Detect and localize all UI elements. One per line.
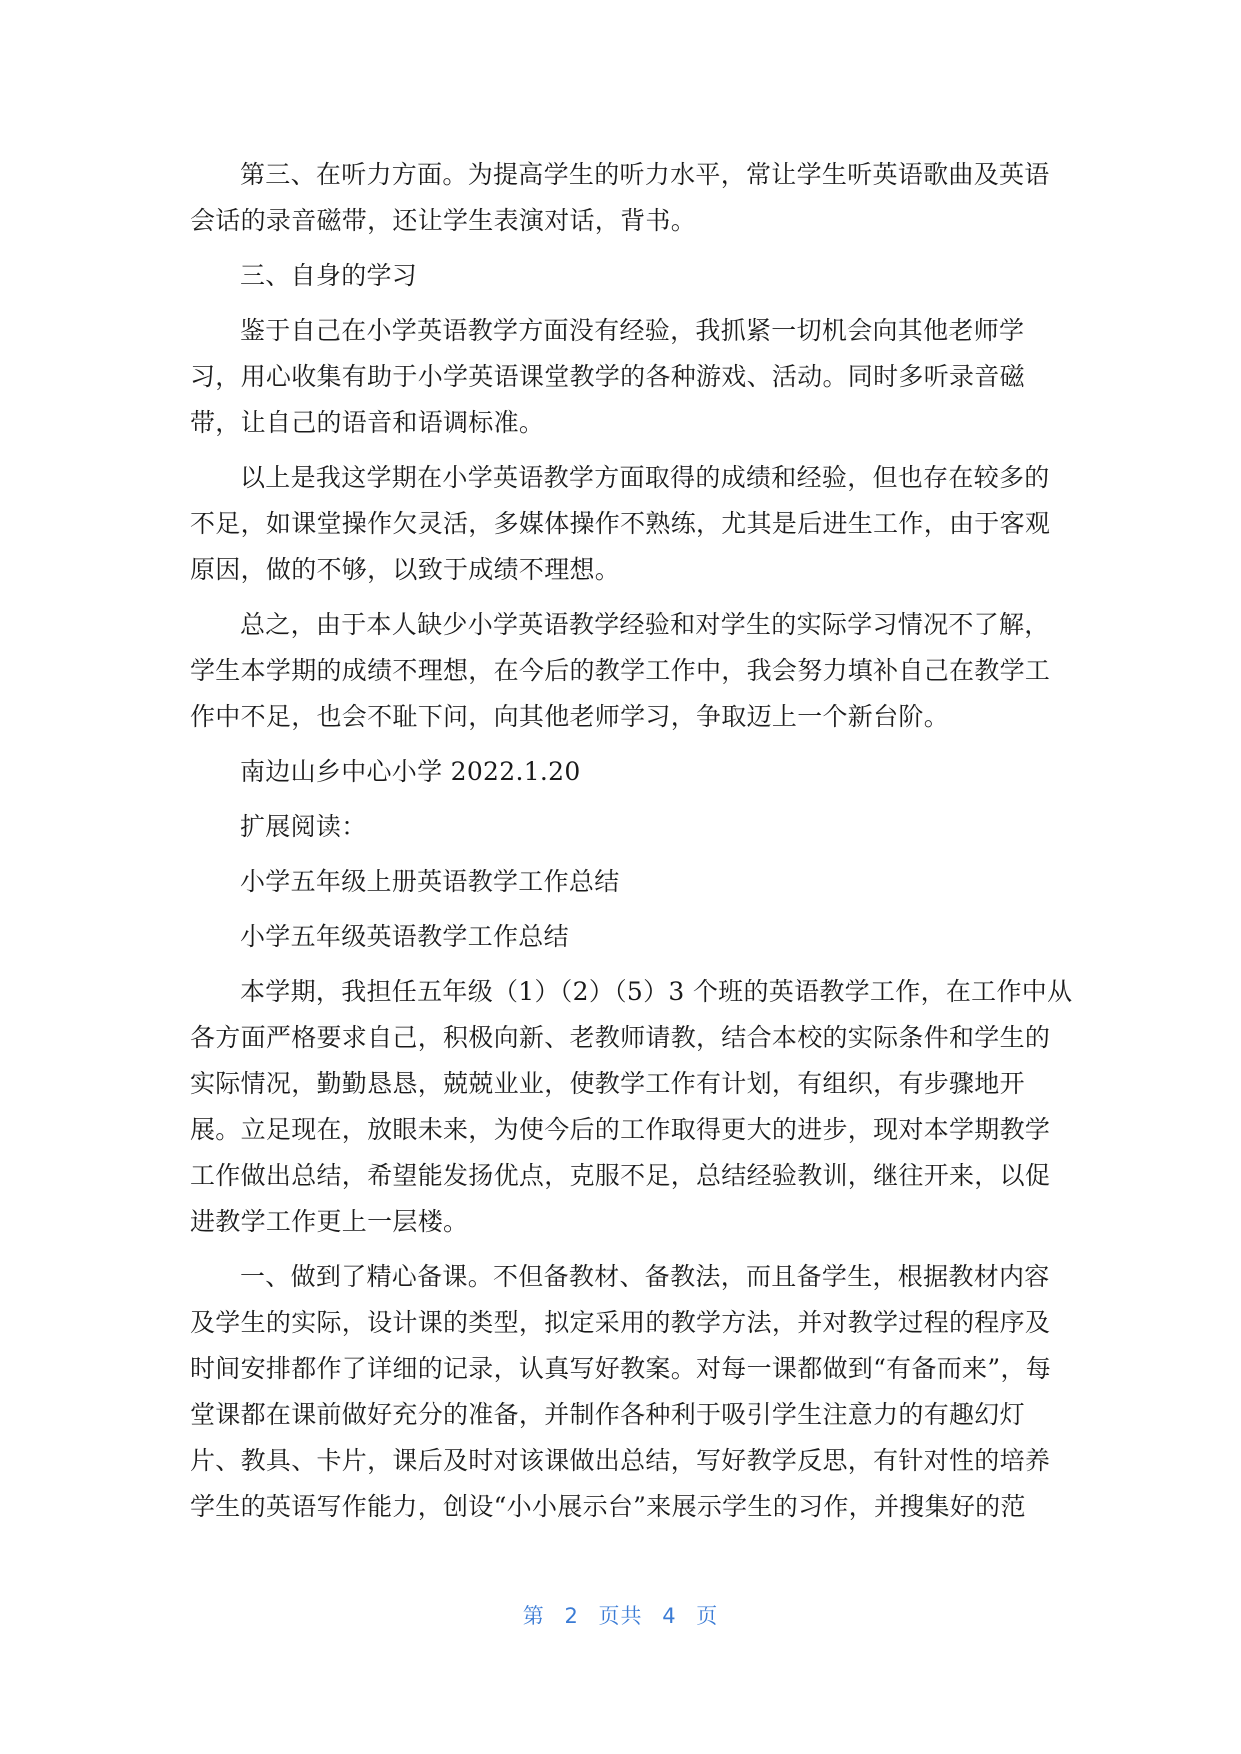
text-line: 小学五年级上册英语教学工作总结 <box>240 867 620 896</box>
text-line: 南边山乡中心小学 2022.1.20 <box>240 757 581 786</box>
article-title <box>190 859 1056 905</box>
text-line: 三、自身的学习 <box>240 261 418 290</box>
signature-line <box>190 749 1056 795</box>
document-body <box>190 152 1073 1530</box>
text-line: 不足，如课堂操作欠灵活，多媒体操作不熟练，尤其是后进生工作，由于客观 <box>190 509 1051 538</box>
text-line: 本学期，我担任五年级（1）（2）（5）3 个班的英语教学工作，在工作中从 <box>240 977 1073 1006</box>
footer-current-page: 2 <box>564 1604 579 1628</box>
footer-middle: 页共 <box>598 1604 643 1628</box>
paragraph-semester-intro <box>190 969 1073 1245</box>
text-line: 以上是我这学期在小学英语教学方面取得的成绩和经验，但也存在较多的 <box>240 463 1050 492</box>
section-heading-self-study <box>190 253 1056 299</box>
text-line: 片、教具、卡片，课后及时对该课做出总结，写好教学反思，有针对性的培养 <box>190 1446 1051 1475</box>
text-line: 展。立足现在，放眼未来，为使今后的工作取得更大的进步，现对本学期教学 <box>190 1115 1051 1144</box>
text-line: 小学五年级英语教学工作总结 <box>240 922 569 951</box>
text-line: 学生的英语写作能力，创设“小小展示台”来展示学生的习作，并搜集好的范 <box>190 1492 1026 1521</box>
footer-suffix: 页 <box>696 1604 719 1628</box>
paragraph-conclusion <box>190 602 1056 740</box>
text-line: 工作做出总结，希望能发扬优点，克服不足，总结经验教训，继往开来，以促 <box>190 1161 1051 1190</box>
text-line: 实际情况，勤勤恳恳，兢兢业业，使教学工作有计划，有组织，有步骤地开 <box>190 1069 1025 1098</box>
paragraph-self-study <box>190 308 1056 446</box>
text-line: 总之，由于本人缺少小学英语教学经验和对学生的实际学习情况不了解， <box>240 610 1050 639</box>
text-line: 会话的录音磁带，还让学生表演对话，背书。 <box>190 206 697 235</box>
text-line: 作中不足，也会不耻下问，向其他老师学习，争取迈上一个新台阶。 <box>190 702 950 731</box>
text-line: 各方面严格要求自己，积极向新、老教师请教，结合本校的实际条件和学生的 <box>190 1023 1051 1052</box>
text-line: 鉴于自己在小学英语教学方面没有经验，我抓紧一切机会向其他老师学 <box>240 316 1025 345</box>
footer-prefix: 第 <box>522 1604 545 1628</box>
paragraph-lesson-prep <box>190 1254 1056 1530</box>
footer-total-pages: 4 <box>662 1604 677 1628</box>
extended-reading-label <box>190 804 1056 850</box>
page-footer <box>0 1600 1241 1630</box>
text-line: 学生本学期的成绩不理想，在今后的教学工作中，我会努力填补自己在教学工 <box>190 656 1051 685</box>
text-line: 时间安排都作了详细的记录，认真写好教案。对每一课都做到“有备而来”，每 <box>190 1354 1052 1383</box>
text-line: 原因，做的不够，以致于成绩不理想。 <box>190 555 621 584</box>
text-line: 一、做到了精心备课。不但备教材、备教法，而且备学生，根据教材内容 <box>240 1262 1050 1291</box>
text-line: 进教学工作更上一层楼。 <box>190 1207 469 1236</box>
article-subtitle <box>190 914 1056 960</box>
text-line: 及学生的实际，设计课的类型，拟定采用的教学方法，并对教学过程的程序及 <box>190 1308 1051 1337</box>
text-line: 第三、在听力方面。为提高学生的听力水平，常让学生听英语歌曲及英语 <box>240 160 1050 189</box>
text-line: 习，用心收集有助于小学英语课堂教学的各种游戏、活动。同时多听录音磁 <box>190 362 1025 391</box>
paragraph-shortcomings <box>190 455 1056 593</box>
text-line: 带，让自己的语音和语调标准。 <box>190 408 545 437</box>
text-line: 堂课都在课前做好充分的准备，并制作各种利于吸引学生注意力的有趣幻灯 <box>190 1400 1025 1429</box>
paragraph-listening <box>190 152 1056 244</box>
text-line: 扩展阅读： <box>240 812 367 841</box>
